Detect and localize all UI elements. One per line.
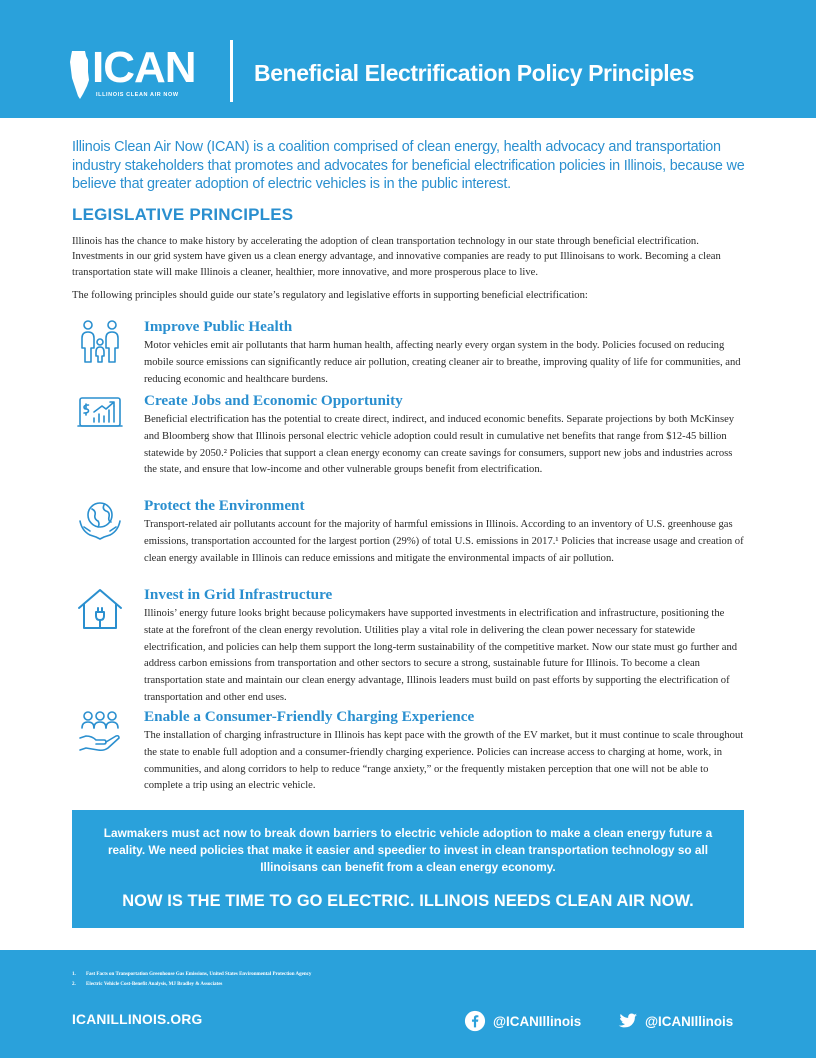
ican-logo[interactable] (70, 43, 210, 108)
cta-text: Lawmakers must act now to break down barriers to electric vehicle adoption to make a clean energy future a reality. We need policies that make it easier and speedier to invest in clean transportation technology so all Illinoisans can benefit from a clean energy economy. (103, 826, 713, 874)
twitter-icon (616, 1010, 638, 1032)
people-hand-icon (76, 708, 124, 756)
family-icon (76, 318, 124, 366)
principle-title: Enable a Consumer-Friendly Charging Experience (144, 708, 475, 725)
principle-body: Illinois’ energy future looks bright because policymakers have supported investments in electrification and infrastructure, positioning the state at the forefront of the clean energy revolution. Utilities play a vital role in delivering the clean power necessary for statewide electrification, and policies can help them support the long-term sustainability of the competitive market. Now our state must go further and address carbon emissions from transportation and other sectors to secure a strong, sustainable future for Illinois. To become a clean transportation state and maintain our clean energy advantage, Illinois leaders must build on past efforts by supporting the electrification of transportation and other end uses. (144, 608, 738, 703)
logo-wordmark: ICAN (92, 43, 196, 92)
logo-subtitle: ILLINOIS CLEAN AIR NOW (96, 92, 179, 98)
principle-body: Beneficial electrification has the potential to create direct, indirect, and induced economic benefits. Separate projections by both McKinsey and Bloomberg show that Illinois personal electric vehicle adoption could result in cumulative net benefits that range from $12-45 billion statewide by 2050.² Policies that support a clean energy economy can create savings for consumers, support new jobs and industries across the state, and ensure that low-income and other vulnerable groups benefit from electrification. (144, 414, 735, 476)
principle-title: Improve Public Health (144, 318, 293, 335)
facebook-link[interactable] (464, 1010, 581, 1032)
principle-title: Invest in Grid Infrastructure (144, 586, 333, 603)
illinois-state-icon (70, 50, 90, 100)
growth-chart-icon (76, 392, 124, 440)
globe-hands-icon (76, 497, 124, 545)
house-plug-icon (76, 586, 124, 634)
principle-body: Motor vehicles emit air pollutants that harm human health, affecting nearly every organ system in the body. Policies focused on reducing mobile source emissions can significantly reduce air pollution, creating cleaner air to breathe, improving quality of life for communities, and reducing economic and healthcare burdens. (144, 340, 741, 385)
twitter-link[interactable] (616, 1010, 733, 1032)
principle-body: Transport-related air pollutants account for the majority of harmful emissions in Illinois. According to an inventory of U.S. greenhouse gas emissions, transportation accounted for the largest portion (29%) of total U.S. emissions in 2017.¹ Policies that increase usage and creation of clean energy available in Illinois can reduce emissions and mitigate the environmental impacts of air pollution. (144, 519, 744, 564)
footnote: 1. Fast Facts on Transportation Greenhouse Gas Emissions, United States Environmental Protection Agency (72, 972, 312, 977)
principle-title: Create Jobs and Economic Opportunity (144, 392, 403, 409)
twitter-handle: @ICANIllinois (645, 1013, 734, 1029)
website-link[interactable]: ICANILLINOIS.ORG (72, 1012, 203, 1027)
footer-band (0, 950, 816, 1058)
header-divider (230, 40, 233, 102)
page-title: Beneficial Electrification Policy Principles (254, 60, 695, 86)
intro-paragraph: Illinois Clean Air Now (ICAN) is a coalition comprised of clean energy, health advocacy and transportation industry stakeholders that promotes and advocates for beneficial electrification policies in Illinois, because we believe that greater adoption of electric vehicles is in the public interest. (72, 139, 745, 192)
facebook-handle: @ICANIllinois (493, 1013, 582, 1029)
footnote: 2. Electric Vehicle Cost-Benefit Analysis, MJ Bradley & Associates (72, 982, 223, 987)
legislative-paragraph-2: The following principles should guide our state’s regulatory and legislative efforts in supporting beneficial electrification: (72, 290, 588, 301)
principle-title: Protect the Environment (144, 497, 305, 514)
cta-headline: NOW IS THE TIME TO GO ELECTRIC. ILLINOIS NEEDS CLEAN AIR NOW. (122, 892, 694, 910)
section-heading-legislative: LEGISLATIVE PRINCIPLES (72, 205, 294, 224)
footnotes (72, 970, 311, 990)
principle-body: The installation of charging infrastructure in Illinois has kept pace with the growth of the EV market, but it must continue to scale throughout the state to enable full adoption and a consumer-friendly charging experience. Policies can increase access to charging at home, work, in communities, and along corridors to help to reduce “range anxiety,” or the frequently mistaken perception that one will not be able to complete a trip using an electric vehicle. (144, 730, 744, 792)
header-band (0, 0, 816, 118)
legislative-paragraph-1: Illinois has the chance to make history by accelerating the adoption of clean transportation technology in our state through beneficial electrification. Investments in our grid system have given us a clean energy advantage, and innovative companies are ready to put Illinoisans to work. Becoming a clean transportation state will make Illinois a cleaner, healthier, more innovative, and more prosperous place to live. (72, 236, 721, 278)
call-to-action-box (72, 810, 744, 928)
facebook-icon (464, 1010, 486, 1032)
